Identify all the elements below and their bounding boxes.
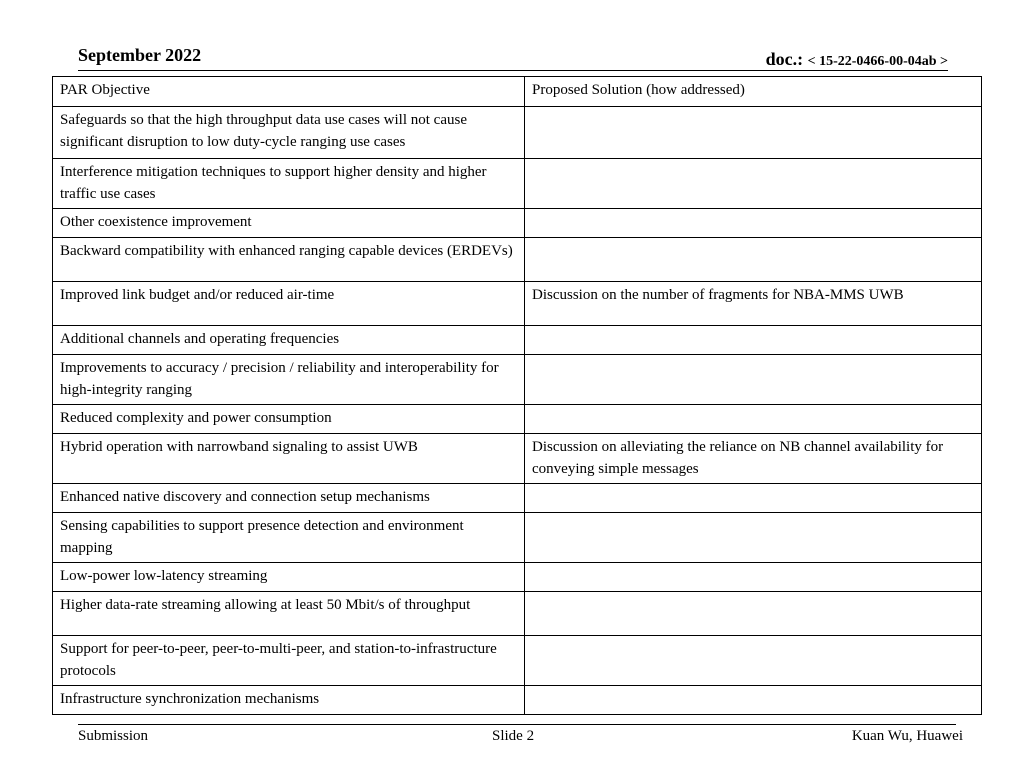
objective-cell: Support for peer-to-peer, peer-to-multi-peer, and station-to-infrastructure protocols [53,636,525,686]
objective-cell: Infrastructure synchronization mechanisms [53,686,525,715]
table-row [53,563,982,592]
solution-cell [525,159,982,209]
table-row [53,355,982,405]
solution-cell [525,484,982,513]
objective-cell: Improved link budget and/or reduced air-time [53,282,525,326]
par-objectives-table [52,76,982,715]
footer-slide-number: Slide 2 [492,728,535,744]
solution-cell [525,326,982,355]
solution-cell [525,405,982,434]
objective-cell: Safeguards so that the high throughput data use cases will not cause significant disruption to low duty-cycle ranging use cases [53,107,525,159]
solution-cell [525,636,982,686]
objective-cell: Additional channels and operating frequencies [53,326,525,355]
header-divider [78,70,948,71]
table-row [53,405,982,434]
footer-author: Kuan Wu, Huawei [851,728,963,744]
header-date: September 2022 [78,45,202,65]
objective-cell: Interference mitigation techniques to support higher density and higher traffic use cases [53,159,525,209]
objective-cell: Low-power low-latency streaming [53,563,525,592]
objective-cell: Improvements to accuracy / precision / reliability and interoperability for high-integrity ranging [53,355,525,405]
table-header-row [53,77,982,107]
column-header-solution: Proposed Solution (how addressed) [525,77,982,107]
objective-cell: Backward compatibility with enhanced ranging capable devices (ERDEVs) [53,238,525,282]
solution-cell [525,686,982,715]
footer-divider [78,724,956,725]
solution-cell [525,592,982,636]
objective-cell: Enhanced native discovery and connection setup mechanisms [53,484,525,513]
table-row [53,159,982,209]
objective-cell: Reduced complexity and power consumption [53,405,525,434]
table-row [53,209,982,238]
table-row [53,513,982,563]
objective-cell: Sensing capabilities to support presence detection and environment mapping [53,513,525,563]
table-row [53,484,982,513]
table-row [53,238,982,282]
table-row [53,636,982,686]
column-header-objective: PAR Objective [53,77,525,107]
solution-cell [525,238,982,282]
solution-cell [525,107,982,159]
solution-cell [525,563,982,592]
doc-number [766,49,948,70]
table-row [53,686,982,715]
table-row [53,592,982,636]
solution-cell [525,513,982,563]
table-row [53,282,982,326]
table-row [53,434,982,484]
objective-cell: Other coexistence improvement [53,209,525,238]
solution-cell [525,209,982,238]
solution-cell: Discussion on alleviating the reliance on NB channel availability for conveying simple messages [525,434,982,484]
table-row [53,326,982,355]
solution-cell [525,355,982,405]
objective-cell: Higher data-rate streaming allowing at least 50 Mbit/s of throughput [53,592,525,636]
footer-submission: Submission [78,728,149,744]
objective-cell: Hybrid operation with narrowband signaling to assist UWB [53,434,525,484]
solution-cell: Discussion on the number of fragments for NBA-MMS UWB [525,282,982,326]
doc-label: doc.: [765,49,808,69]
doc-number-value: < 15-22-0466-00-04ab > [807,54,948,69]
table-row [53,107,982,159]
